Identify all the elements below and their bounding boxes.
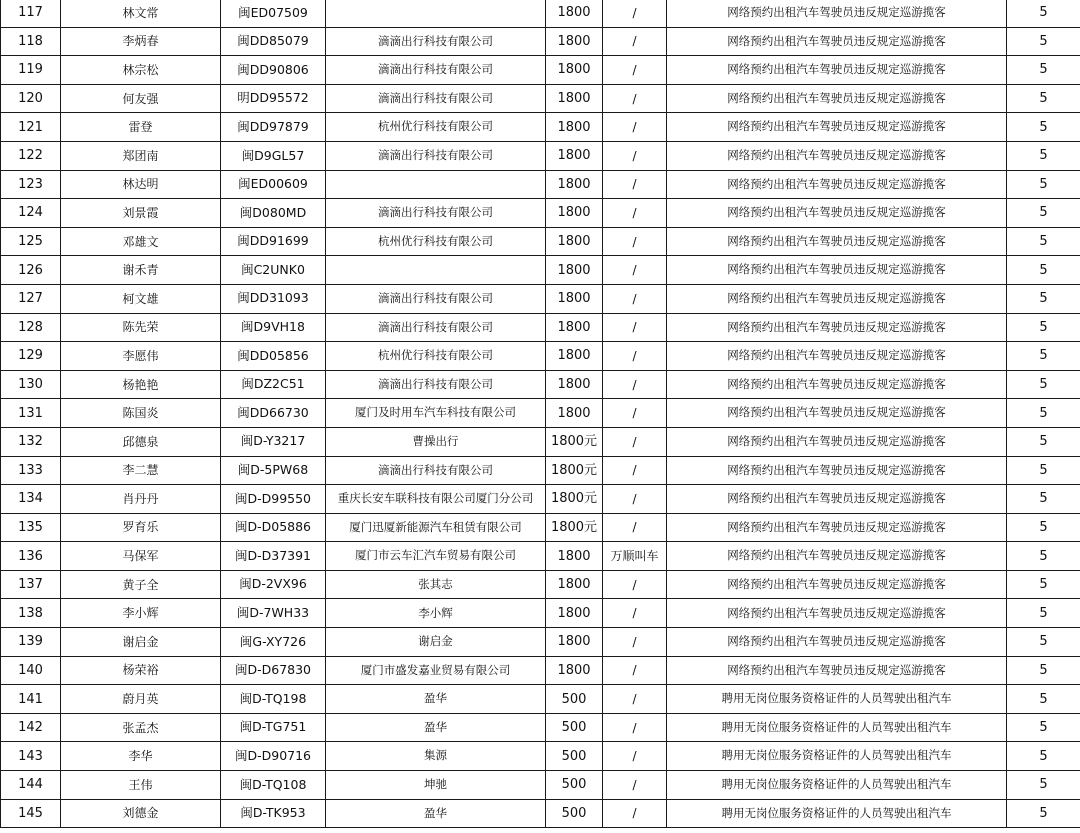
table-row <box>1 84 1080 113</box>
driver-name: 李二慧 <box>61 456 221 485</box>
driver-name: 肖丹丹 <box>61 485 221 514</box>
company-name: 杭州优行科技有限公司 <box>326 113 546 142</box>
fine-amount: 1800元 <box>546 485 603 514</box>
violation-description: 网络预约出租汽车驾驶员违反规定巡游揽客 <box>667 513 1007 542</box>
platform-name: / <box>603 284 667 313</box>
penalty-points: 5 <box>1007 313 1080 342</box>
penalty-points: 5 <box>1007 284 1080 313</box>
row-number: 117 <box>1 0 61 27</box>
penalty-points: 5 <box>1007 342 1080 371</box>
violation-description: 网络预约出租汽车驾驶员违反规定巡游揽客 <box>667 256 1007 285</box>
table-row <box>1 313 1080 342</box>
platform-name: / <box>603 170 667 199</box>
fine-amount: 1800 <box>546 399 603 428</box>
company-name: 谢启金 <box>326 628 546 657</box>
company-name: 盈华 <box>326 713 546 742</box>
table-row <box>1 599 1080 628</box>
fine-amount: 1800 <box>546 542 603 571</box>
fine-amount: 1800 <box>546 141 603 170</box>
company-name: 坤驰 <box>326 771 546 800</box>
driver-name: 谢启金 <box>61 628 221 657</box>
violation-description: 网络预约出租汽车驾驶员违反规定巡游揽客 <box>667 227 1007 256</box>
row-number: 129 <box>1 342 61 371</box>
company-name: 厦门市盛发嘉业贸易有限公司 <box>326 656 546 685</box>
platform-name: / <box>603 0 667 27</box>
driver-name: 马保军 <box>61 542 221 571</box>
plate-number: 闽ED00609 <box>221 170 326 199</box>
plate-number: 闽DZ2C51 <box>221 370 326 399</box>
driver-name: 何友强 <box>61 84 221 113</box>
row-number: 140 <box>1 656 61 685</box>
plate-number: 闽DD91699 <box>221 227 326 256</box>
platform-name: / <box>603 685 667 714</box>
platform-name: / <box>603 771 667 800</box>
row-number: 142 <box>1 713 61 742</box>
platform-name: / <box>603 599 667 628</box>
violation-description: 网络预约出租汽车驾驶员违反规定巡游揽客 <box>667 342 1007 371</box>
penalty-points: 5 <box>1007 456 1080 485</box>
table-row <box>1 542 1080 571</box>
violation-description: 网络预约出租汽车驾驶员违反规定巡游揽客 <box>667 399 1007 428</box>
company-name: 厦门市云车汇汽车贸易有限公司 <box>326 542 546 571</box>
row-number: 141 <box>1 685 61 714</box>
table-row <box>1 113 1080 142</box>
violation-description: 网络预约出租汽车驾驶员违反规定巡游揽客 <box>667 570 1007 599</box>
company-name: 张其志 <box>326 570 546 599</box>
company-name: 盈华 <box>326 799 546 828</box>
company-name: 杭州优行科技有限公司 <box>326 227 546 256</box>
company-name: 滴滴出行科技有限公司 <box>326 56 546 85</box>
plate-number: 闽D-Y3217 <box>221 427 326 456</box>
plate-number: 闽D-D99550 <box>221 485 326 514</box>
platform-name: / <box>603 84 667 113</box>
table-row <box>1 713 1080 742</box>
penalty-points: 5 <box>1007 399 1080 428</box>
penalty-points: 5 <box>1007 199 1080 228</box>
plate-number: 闽G-XY726 <box>221 628 326 657</box>
company-name: 滴滴出行科技有限公司 <box>326 84 546 113</box>
fine-amount: 1800 <box>546 199 603 228</box>
driver-name: 刘德金 <box>61 799 221 828</box>
driver-name: 杨荣裕 <box>61 656 221 685</box>
company-name: 盈华 <box>326 685 546 714</box>
penalty-points: 5 <box>1007 713 1080 742</box>
fine-amount: 500 <box>546 771 603 800</box>
table-row <box>1 485 1080 514</box>
plate-number: 闽D-D90716 <box>221 742 326 771</box>
company-name: 重庆长安车联科技有限公司厦门分公司 <box>326 485 546 514</box>
table-row <box>1 742 1080 771</box>
fine-amount: 1800 <box>546 570 603 599</box>
violation-description: 网络预约出租汽车驾驶员违反规定巡游揽客 <box>667 27 1007 56</box>
fine-amount: 1800 <box>546 284 603 313</box>
company-name: 滴滴出行科技有限公司 <box>326 370 546 399</box>
driver-name: 李小辉 <box>61 599 221 628</box>
violation-description: 网络预约出租汽车驾驶员违反规定巡游揽客 <box>667 656 1007 685</box>
violation-description: 网络预约出租汽车驾驶员违反规定巡游揽客 <box>667 199 1007 228</box>
row-number: 127 <box>1 284 61 313</box>
row-number: 143 <box>1 742 61 771</box>
violation-description: 网络预约出租汽车驾驶员违反规定巡游揽客 <box>667 113 1007 142</box>
penalty-points: 5 <box>1007 113 1080 142</box>
row-number: 133 <box>1 456 61 485</box>
row-number: 135 <box>1 513 61 542</box>
driver-name: 黄子全 <box>61 570 221 599</box>
penalty-points: 5 <box>1007 84 1080 113</box>
fine-amount: 1800 <box>546 599 603 628</box>
penalty-points: 5 <box>1007 141 1080 170</box>
fine-amount: 1800元 <box>546 513 603 542</box>
plate-number: 闽D-2VX96 <box>221 570 326 599</box>
penalty-points: 5 <box>1007 685 1080 714</box>
penalty-points: 5 <box>1007 227 1080 256</box>
driver-name: 谢禾青 <box>61 256 221 285</box>
fine-amount: 1800 <box>546 84 603 113</box>
company-name: 滴滴出行科技有限公司 <box>326 27 546 56</box>
platform-name: / <box>603 570 667 599</box>
driver-name: 李华 <box>61 742 221 771</box>
fine-amount: 1800 <box>546 342 603 371</box>
violation-description: 网络预约出租汽车驾驶员违反规定巡游揽客 <box>667 170 1007 199</box>
table-row <box>1 685 1080 714</box>
table-row <box>1 0 1080 27</box>
platform-name: / <box>603 227 667 256</box>
table-row <box>1 141 1080 170</box>
plate-number: 闽D-5PW68 <box>221 456 326 485</box>
penalty-points: 5 <box>1007 799 1080 828</box>
penalty-points: 5 <box>1007 427 1080 456</box>
driver-name: 陈国炎 <box>61 399 221 428</box>
driver-name: 李愿伟 <box>61 342 221 371</box>
row-number: 132 <box>1 427 61 456</box>
driver-name: 林宗松 <box>61 56 221 85</box>
row-number: 131 <box>1 399 61 428</box>
plate-number: 闽D9VH18 <box>221 313 326 342</box>
company-name <box>326 0 546 27</box>
company-name: 滴滴出行科技有限公司 <box>326 456 546 485</box>
company-name: 滴滴出行科技有限公司 <box>326 141 546 170</box>
table-row <box>1 199 1080 228</box>
plate-number: 闽D080MD <box>221 199 326 228</box>
penalty-points: 5 <box>1007 542 1080 571</box>
platform-name: / <box>603 799 667 828</box>
driver-name: 郑团南 <box>61 141 221 170</box>
plate-number: 闽DD66730 <box>221 399 326 428</box>
platform-name: / <box>603 742 667 771</box>
penalty-points: 5 <box>1007 656 1080 685</box>
table-row <box>1 628 1080 657</box>
plate-number: 闽D-TQ108 <box>221 771 326 800</box>
platform-name: / <box>603 485 667 514</box>
row-number: 122 <box>1 141 61 170</box>
table-row <box>1 456 1080 485</box>
fine-amount: 1800 <box>546 256 603 285</box>
penalty-points: 5 <box>1007 170 1080 199</box>
fine-amount: 1800 <box>546 113 603 142</box>
driver-name: 张孟杰 <box>61 713 221 742</box>
plate-number: 闽D-D37391 <box>221 542 326 571</box>
penalty-points: 5 <box>1007 742 1080 771</box>
company-name: 杭州优行科技有限公司 <box>326 342 546 371</box>
driver-name: 王伟 <box>61 771 221 800</box>
violation-description: 聘用无岗位服务资格证件的人员驾驶出租汽车 <box>667 742 1007 771</box>
table-row <box>1 56 1080 85</box>
fine-amount: 1800 <box>546 27 603 56</box>
driver-name: 刘景霞 <box>61 199 221 228</box>
platform-name: / <box>603 256 667 285</box>
driver-name: 陈先荣 <box>61 313 221 342</box>
platform-name: / <box>603 113 667 142</box>
violation-description: 网络预约出租汽车驾驶员违反规定巡游揽客 <box>667 313 1007 342</box>
row-number: 145 <box>1 799 61 828</box>
company-name <box>326 170 546 199</box>
plate-number: 闽DD85079 <box>221 27 326 56</box>
plate-number: 闽ED07509 <box>221 0 326 27</box>
row-number: 124 <box>1 199 61 228</box>
plate-number: 闽DD97879 <box>221 113 326 142</box>
fine-amount: 500 <box>546 713 603 742</box>
penalty-points: 5 <box>1007 27 1080 56</box>
table-row <box>1 399 1080 428</box>
row-number: 123 <box>1 170 61 199</box>
violation-description: 聘用无岗位服务资格证件的人员驾驶出租汽车 <box>667 685 1007 714</box>
platform-name: / <box>603 427 667 456</box>
platform-name: / <box>603 456 667 485</box>
platform-name: 万顺叫车 <box>603 542 667 571</box>
fine-amount: 1800元 <box>546 456 603 485</box>
driver-name: 林文常 <box>61 0 221 27</box>
row-number: 119 <box>1 56 61 85</box>
company-name: 滴滴出行科技有限公司 <box>326 199 546 228</box>
violation-description: 网络预约出租汽车驾驶员违反规定巡游揽客 <box>667 485 1007 514</box>
fine-amount: 500 <box>546 742 603 771</box>
table-row <box>1 256 1080 285</box>
table-row <box>1 570 1080 599</box>
table-row <box>1 370 1080 399</box>
driver-name: 雷登 <box>61 113 221 142</box>
fine-amount: 500 <box>546 685 603 714</box>
violation-description: 聘用无岗位服务资格证件的人员驾驶出租汽车 <box>667 799 1007 828</box>
company-name: 曹操出行 <box>326 427 546 456</box>
platform-name: / <box>603 628 667 657</box>
penalty-points: 5 <box>1007 771 1080 800</box>
plate-number: 闽DD31093 <box>221 284 326 313</box>
table-row <box>1 513 1080 542</box>
plate-number: 闽D-D05886 <box>221 513 326 542</box>
plate-number: 闽D-TQ198 <box>221 685 326 714</box>
violation-description: 网络预约出租汽车驾驶员违反规定巡游揽客 <box>667 284 1007 313</box>
table-row <box>1 799 1080 828</box>
row-number: 136 <box>1 542 61 571</box>
row-number: 139 <box>1 628 61 657</box>
plate-number: 闽D9GL57 <box>221 141 326 170</box>
plate-number: 闽D-D67830 <box>221 656 326 685</box>
fine-amount: 1800 <box>546 227 603 256</box>
company-name: 厦门迅厦新能源汽车租赁有限公司 <box>326 513 546 542</box>
driver-name: 杨艳艳 <box>61 370 221 399</box>
row-number: 138 <box>1 599 61 628</box>
plate-number: 闽D-7WH33 <box>221 599 326 628</box>
violation-description: 网络预约出租汽车驾驶员违反规定巡游揽客 <box>667 0 1007 27</box>
violation-description: 网络预约出租汽车驾驶员违反规定巡游揽客 <box>667 427 1007 456</box>
penalty-points: 5 <box>1007 513 1080 542</box>
penalty-points: 5 <box>1007 0 1080 27</box>
penalty-points: 5 <box>1007 370 1080 399</box>
row-number: 118 <box>1 27 61 56</box>
platform-name: / <box>603 656 667 685</box>
plate-number: 闽D-TG751 <box>221 713 326 742</box>
row-number: 130 <box>1 370 61 399</box>
penalty-points: 5 <box>1007 56 1080 85</box>
violation-description: 网络预约出租汽车驾驶员违反规定巡游揽客 <box>667 84 1007 113</box>
company-name <box>326 256 546 285</box>
fine-amount: 1800 <box>546 656 603 685</box>
table-row <box>1 284 1080 313</box>
company-name: 李小辉 <box>326 599 546 628</box>
violation-description: 网络预约出租汽车驾驶员违反规定巡游揽客 <box>667 628 1007 657</box>
driver-name: 蔚月英 <box>61 685 221 714</box>
company-name: 厦门及时用车汽车科技有限公司 <box>326 399 546 428</box>
fine-amount: 1800 <box>546 370 603 399</box>
platform-name: / <box>603 27 667 56</box>
fine-amount: 1800 <box>546 0 603 27</box>
fine-amount: 1800 <box>546 628 603 657</box>
row-number: 128 <box>1 313 61 342</box>
platform-name: / <box>603 342 667 371</box>
violation-description: 聘用无岗位服务资格证件的人员驾驶出租汽车 <box>667 713 1007 742</box>
violation-description: 网络预约出租汽车驾驶员违反规定巡游揽客 <box>667 141 1007 170</box>
table-row <box>1 27 1080 56</box>
platform-name: / <box>603 313 667 342</box>
row-number: 144 <box>1 771 61 800</box>
violation-description: 网络预约出租汽车驾驶员违反规定巡游揽客 <box>667 599 1007 628</box>
row-number: 126 <box>1 256 61 285</box>
row-number: 137 <box>1 570 61 599</box>
fine-amount: 1800 <box>546 56 603 85</box>
row-number: 125 <box>1 227 61 256</box>
table-row <box>1 771 1080 800</box>
company-name: 集源 <box>326 742 546 771</box>
table-body <box>1 0 1080 828</box>
violation-description: 网络预约出租汽车驾驶员违反规定巡游揽客 <box>667 370 1007 399</box>
plate-number: 闽DD90806 <box>221 56 326 85</box>
driver-name: 邓雄文 <box>61 227 221 256</box>
platform-name: / <box>603 399 667 428</box>
company-name: 滴滴出行科技有限公司 <box>326 313 546 342</box>
penalty-points: 5 <box>1007 570 1080 599</box>
violation-description: 网络预约出租汽车驾驶员违反规定巡游揽客 <box>667 542 1007 571</box>
violation-description: 网络预约出租汽车驾驶员违反规定巡游揽客 <box>667 456 1007 485</box>
fine-amount: 1800 <box>546 313 603 342</box>
driver-name: 柯文雄 <box>61 284 221 313</box>
row-number: 120 <box>1 84 61 113</box>
platform-name: / <box>603 370 667 399</box>
platform-name: / <box>603 56 667 85</box>
company-name: 滴滴出行科技有限公司 <box>326 284 546 313</box>
table-row <box>1 656 1080 685</box>
violation-description: 网络预约出租汽车驾驶员违反规定巡游揽客 <box>667 56 1007 85</box>
penalty-points: 5 <box>1007 256 1080 285</box>
plate-number: 闽D-TK953 <box>221 799 326 828</box>
penalty-points: 5 <box>1007 628 1080 657</box>
table-row <box>1 170 1080 199</box>
driver-name: 罗育乐 <box>61 513 221 542</box>
platform-name: / <box>603 199 667 228</box>
fine-amount: 1800元 <box>546 427 603 456</box>
table-row <box>1 227 1080 256</box>
penalty-points: 5 <box>1007 485 1080 514</box>
platform-name: / <box>603 713 667 742</box>
driver-name: 邱德泉 <box>61 427 221 456</box>
plate-number: 闽DD05856 <box>221 342 326 371</box>
table-row <box>1 342 1080 371</box>
platform-name: / <box>603 513 667 542</box>
row-number: 134 <box>1 485 61 514</box>
fine-amount: 500 <box>546 799 603 828</box>
platform-name: / <box>603 141 667 170</box>
plate-number: 闽C2UNK0 <box>221 256 326 285</box>
driver-name: 林达明 <box>61 170 221 199</box>
table-row <box>1 427 1080 456</box>
plate-number: 明DD95572 <box>221 84 326 113</box>
penalty-points: 5 <box>1007 599 1080 628</box>
driver-name: 李炳春 <box>61 27 221 56</box>
violation-description: 聘用无岗位服务资格证件的人员驾驶出租汽车 <box>667 771 1007 800</box>
fine-amount: 1800 <box>546 170 603 199</box>
row-number: 121 <box>1 113 61 142</box>
